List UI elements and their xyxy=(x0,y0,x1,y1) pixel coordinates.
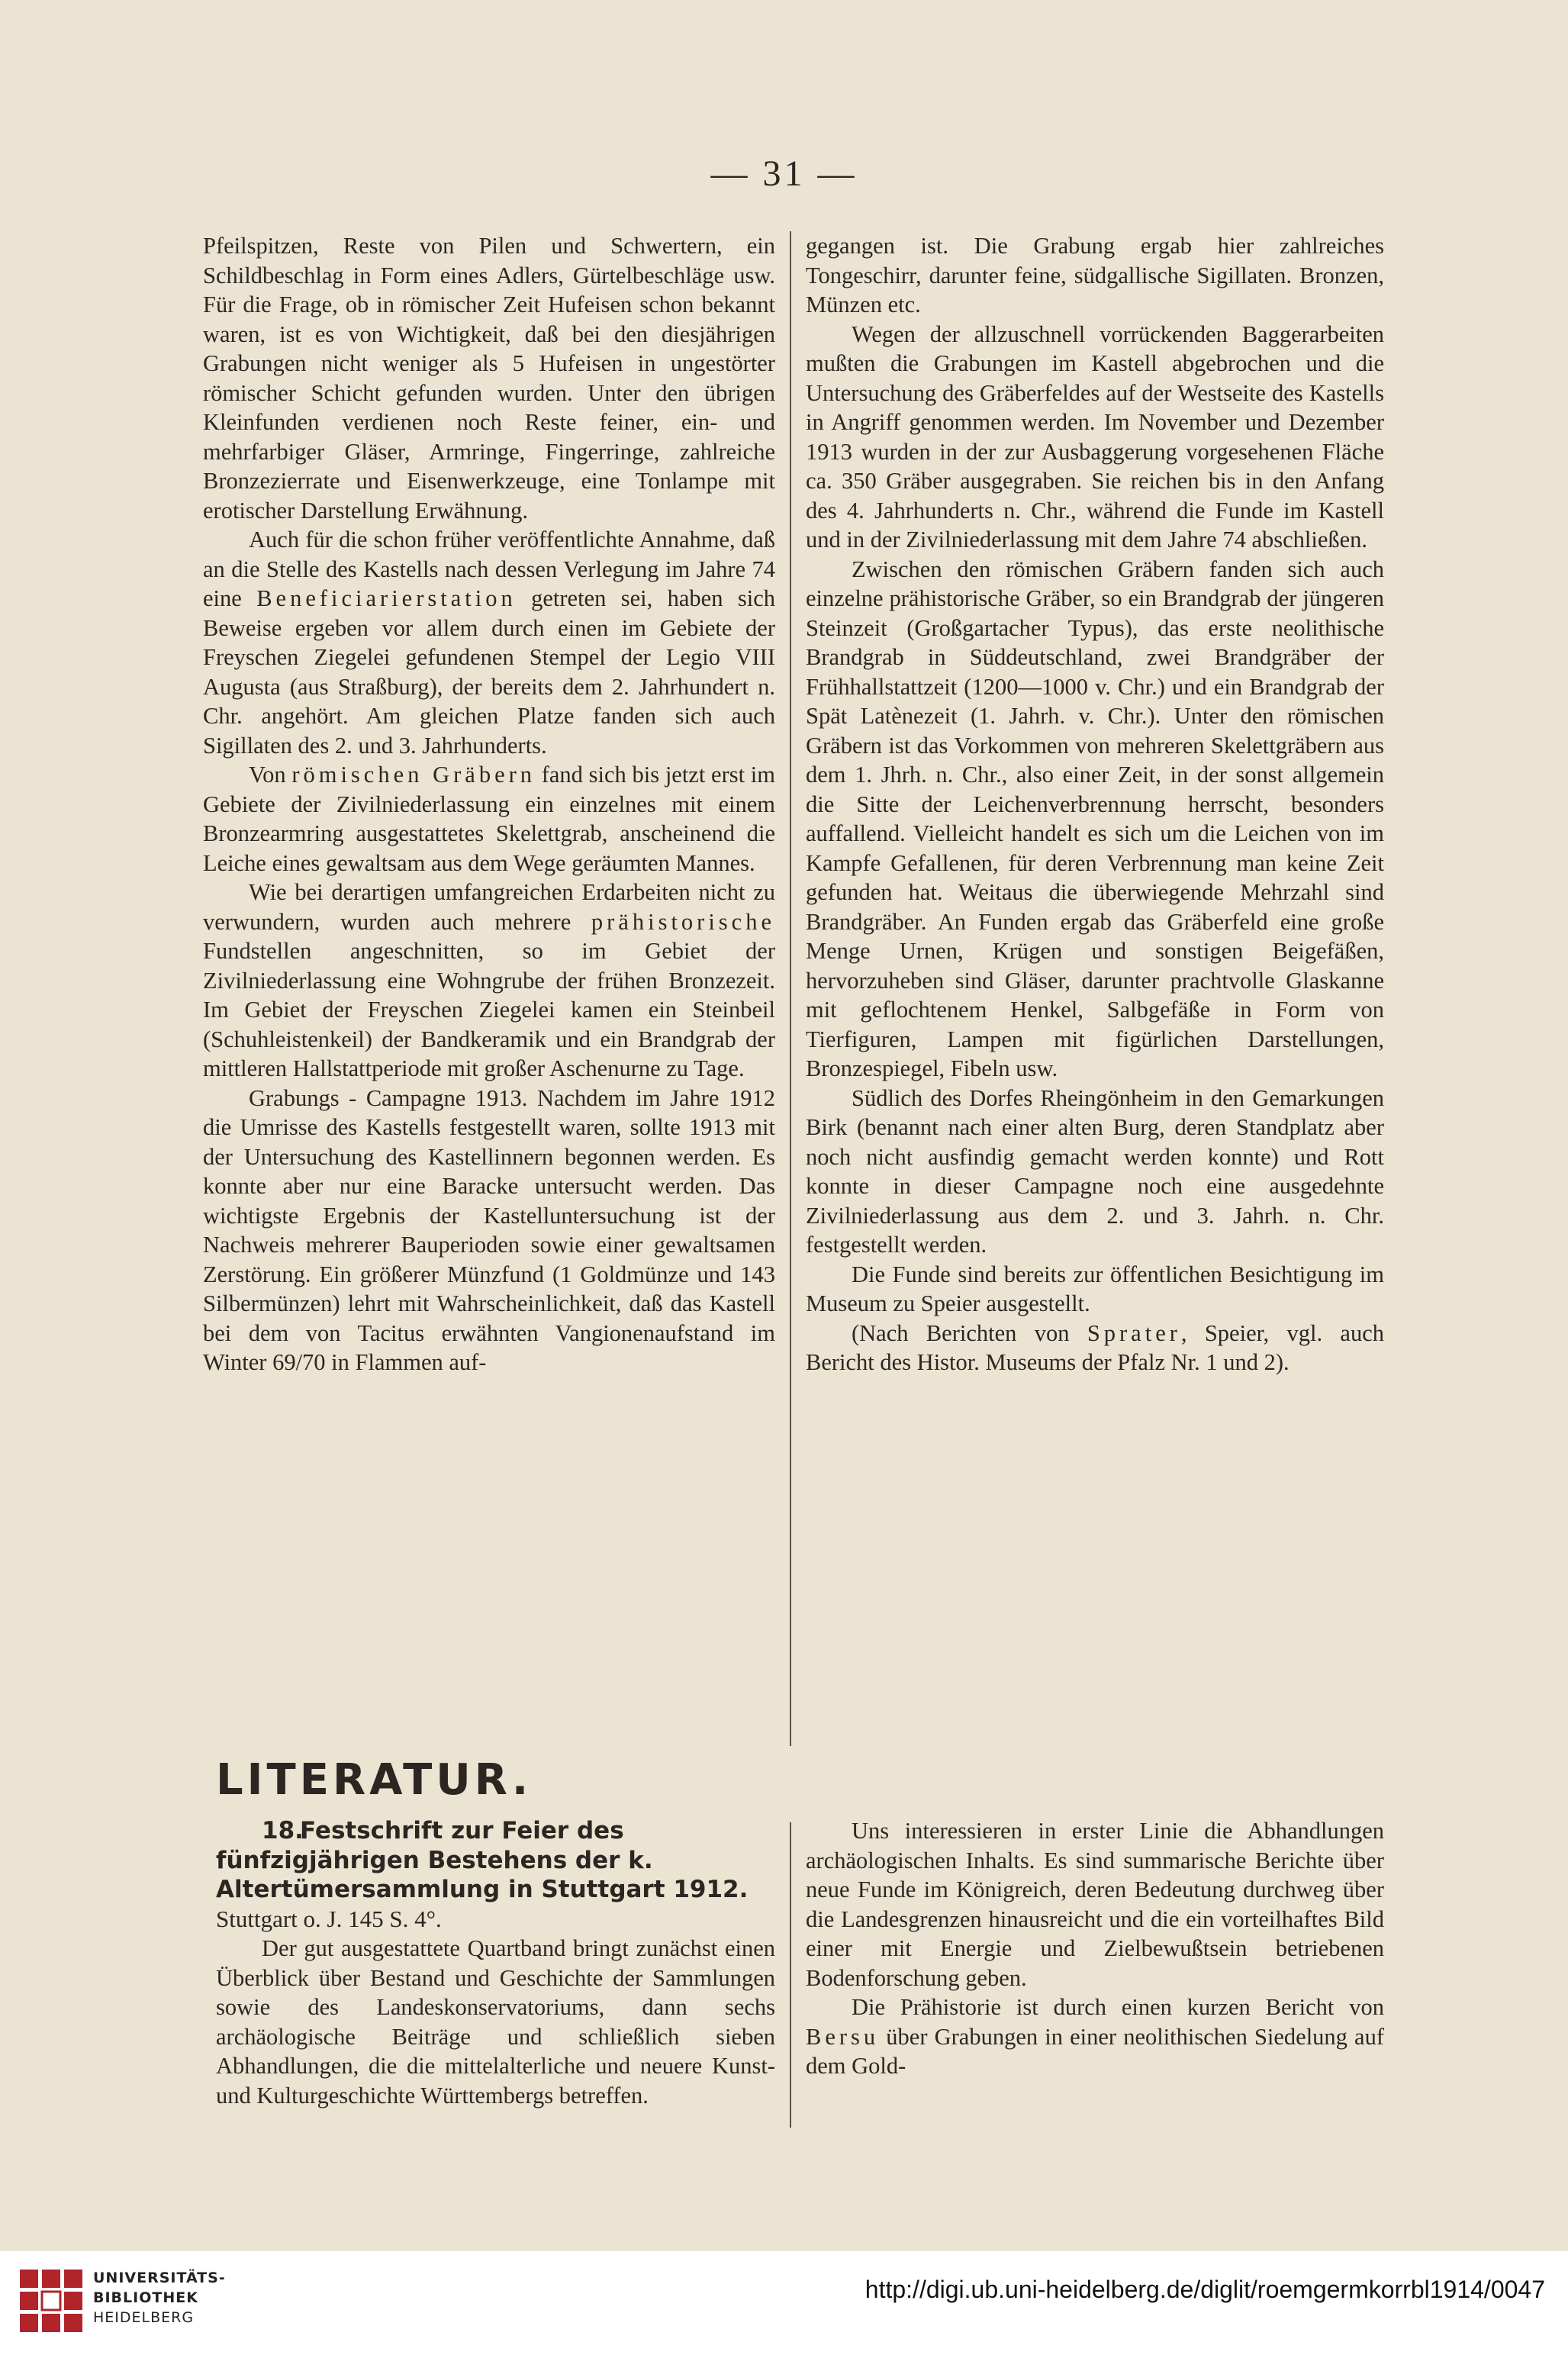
paragraph: (Nach Berichten von Sprater, Speier, vgl. auch Bericht des Histor. Museums der Pfalz Nr. 1 und 2). xyxy=(806,1319,1384,1375)
page-number: — 31 — xyxy=(710,153,858,194)
left-column-top xyxy=(203,231,775,1377)
literature-entry xyxy=(178,1816,775,2110)
paragraph: Uns interessieren in erster Linie die Abhandlungen archäologischen Inhalts. Es sind summarische Berichte über neue Funde im Königreich, deren Bedeutung durchweg über die Landesgrenzen hinausreicht und die ein vorteilhaftes Bild einer mit Energie und Zielbewußtsein betriebenen Bodenforschung geben. xyxy=(806,1818,1384,1991)
paragraph: Pfeilspitzen, Reste von Pilen und Schwertern, ein Schildbeschlag in Form eines Adlers, Gürtelbeschläge usw. Für die Frage, ob in römischer Zeit Hufeisen schon bekannt waren, ist es von Wichtigkeit, daß bei den diesjährigen Grabungen nicht weniger als 5 Hufeisen in ungestörter römischer Schicht gefunden wurden. Unter den übrigen Kleinfunden verdienen noch Reste feiner, ein- und mehrfarbiger Gläser, Armringe, Fingerringe, zahlreiche Bronzezierrate und Eisenwerkzeuge, eine Tonlampe mit erotischer Darstellung Erwähnung. xyxy=(203,233,775,524)
paragraph: Südlich des Dorfes Rheingönheim in den Gemarkungen Birk (benannt nach einer alten Burg, deren Standplatz aber noch nicht ausfindig gemacht werden konnte) und Rott konnte in dieser Campagne noch eine ausgedehnte Zivilniederlassung aus dem 2. und 3. Jahrh. n. Chr. festgestellt werden. xyxy=(806,1084,1384,1258)
right-column-bottom xyxy=(806,1816,1384,2081)
paragraph: Auch für die schon früher veröffentlichte Annahme, daß an die Stelle des Kastells nach dessen Verlegung im Jahre 74 eine Beneficiarierstation getreten sei, haben sich Beweise ergeben vor allem durch einen im Gebiete der Freyschen Ziegelei gefundenen Stempel der Legio VIII Augusta (aus Straßburg), der bereits dem 2. Jahrhundert n. Chr. angehört. Am gleichen Platze fanden sich auch Sigillaten des 2. und 3. Jahrhunderts. xyxy=(203,527,775,759)
paragraph: Von römischen Gräbern fand sich bis jetzt erst im Gebiete der Zivilniederlassung ein einzelnes mit einem Bronzearmring ausgestattetes Skelettgrab, anscheinend die Leiche eines gewaltsam aus dem Wege geräumten Mannes. xyxy=(203,762,775,876)
paragraph: Wie bei derartigen umfangreichen Erdarbeiten nicht zu verwundern, wurden auch mehrere prähistorische Fundstellen angeschnitten, so im Gebiet der Zivilniederlassung eine Wohngrube der frühen Bronzezeit. Im Gebiet der Freyschen Ziegelei kamen ein Steinbeil (Schuhleistenkeil) der Bandkeramik und ein Brandgrab der mittleren Hallstattperiode mit großer Aschenurne zu Tage. xyxy=(203,879,775,1081)
library-name: UNIVERSITÄTS- BIBLIOTHEK HEIDELBERG xyxy=(93,2270,226,2326)
entry-title: 18.Festschrift zur Feier des fünfzigjährigen Bestehens der k. Altertümersammlung in Stuttgart 1912. Stuttgart o. J. 145 S. 4°. xyxy=(216,1817,749,1932)
section-heading: LITERATUR. xyxy=(216,1755,533,1805)
paragraph: Wegen der allzuschnell vorrückenden Baggerarbeiten mußten die Grabungen im Kastell abgebrochen und die Untersuchung des Gräberfeldes auf der Westseite des Kastells in Angriff genommen werden. Im November und Dezember 1913 wurden in der zur Ausbaggerung vorgesehenen Fläche ca. 350 Gräber ausgegraben. Sie reichen bis in den Anfang des 4. Jahrhunderts n. Chr., während die Funde im Kastell und in der Zivilniederlassung mit dem Jahre 74 abschließen. xyxy=(806,321,1384,553)
right-column-top xyxy=(806,231,1384,1377)
paragraph: Die Funde sind bereits zur öffentlichen Besichtigung im Museum zu Speier ausgestellt. xyxy=(806,1261,1384,1316)
entry-body xyxy=(178,1934,775,2110)
paragraph: gegangen ist. Die Grabung ergab hier zahlreiches Tongeschirr, darunter feine, südgallische Sigillaten. Bronzen, Münzen etc. xyxy=(806,233,1384,317)
paragraph: Zwischen den römischen Gräbern fanden sich auch einzelne prähistorische Gräber, so ein Brandgrab der jüngeren Steinzeit (Großgartacher Typus), das erste neolithische Brandgrab in Süddeutschland, zwei Brandgräber der Frühhallstattzeit (1200—1000 v. Chr.) und ein Brandgrab der Spät Latènezeit (1. Jahrh. v. Chr.). Unter den römischen Gräbern ist das Vorkommen von mehreren Skelettgräbern aus dem 1. Jhrh. n. Chr., also einer Zeit, in der sonst allgemein die Sitte der Leichenverbrennung herrscht, besonders auffallend. Vielleicht handelt es sich um die Leichen von im Kampfe Gefallenen, für deren Verbrennung man keine Zeit gefunden hat. Weitaus die überwiegende Mehrzahl sind Brandgräber. An Funden ergab das Gräberfeld eine große Menge Urnen, Krügen und sonstigen Beigefäßen, hervorzuheben sind Gläser, darunter prachtvolle Glaskanne mit geflochtenem Henkel, Salbgefäße in Form von Tierfiguren, Lampen mit figürlichen Darstellungen, Bronzespiegel, Fibeln usw. xyxy=(806,556,1384,1081)
library-logo-icon xyxy=(17,2266,85,2335)
column-divider xyxy=(790,231,791,1746)
entry-number: 18. xyxy=(262,1817,304,1844)
source-url[interactable]: http://digi.ub.uni-heidelberg.de/diglit/roemgermkorrbl1914/0047 xyxy=(864,2276,1545,2303)
column-divider xyxy=(790,1822,791,2128)
paragraph: Die Prähistorie ist durch einen kurzen Bericht von Bersu über Grabungen in einer neolithischen Siedelung auf dem Gold- xyxy=(806,1994,1384,2079)
paragraph: Der gut ausgestattete Quartband bringt zunächst einen Überblick über Bestand und Geschichte der Sammlungen sowie des Landeskonservatoriums, dann sechs archäologische Beiträge und schließlich sieben Abhandlungen, die die mittelalterliche und neuere Kunst- und Kulturgeschichte Württembergs betreffen. xyxy=(216,1935,775,2109)
paragraph: Grabungs - Campagne 1913. Nachdem im Jahre 1912 die Umrisse des Kastells festgestellt waren, sollte 1913 mit der Untersuchung des Kastellinnern begonnen werden. Es konnte aber nur eine Baracke untersucht werden. Das wichtigste Ergebnis der Kastelluntersuchung ist der Nachweis mehrerer Bauperioden sowie einer gewaltsamen Zerstörung. Ein größerer Münzfund (1 Goldmünze und 143 Silbermünzen) lehrt mit Wahrscheinlichkeit, daß das Kastell bei dem von Tacitus erwähnten Vangionenaufstand im Winter 69/70 in Flammen auf- xyxy=(203,1084,775,1375)
